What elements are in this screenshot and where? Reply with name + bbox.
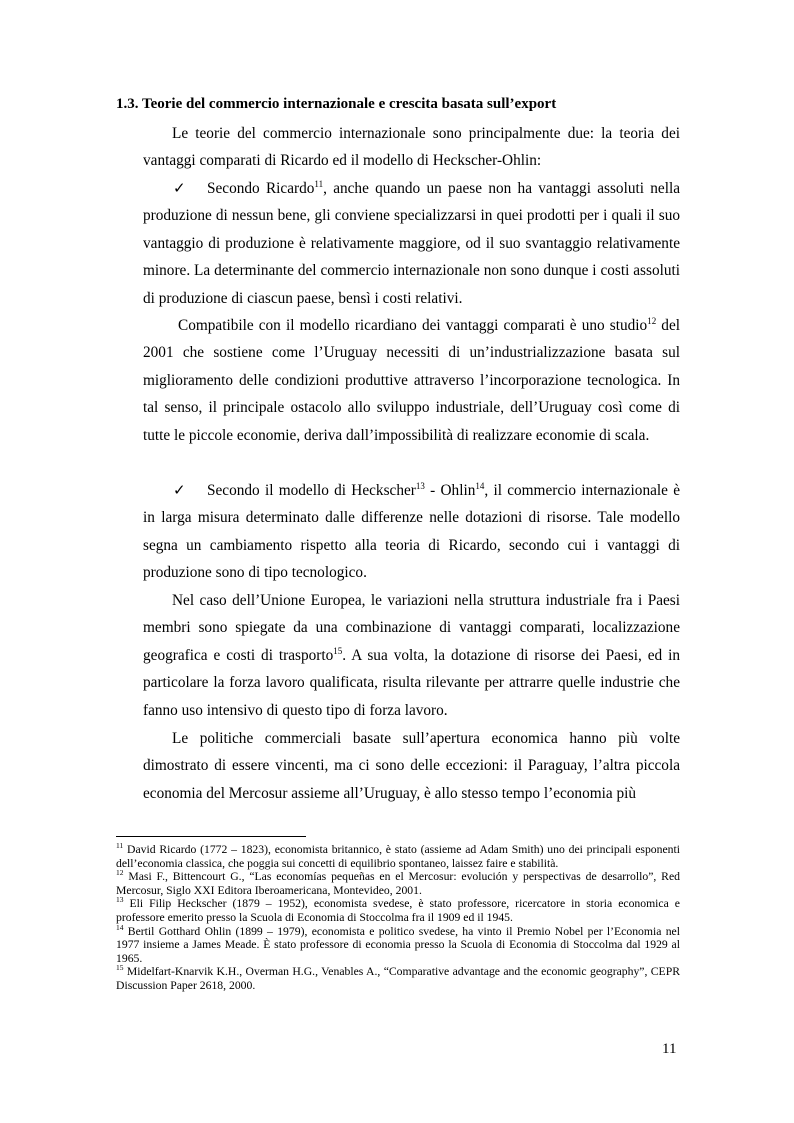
paragraph-intro xyxy=(143,120,680,175)
footnote xyxy=(116,843,680,870)
checkmark-icon: ✓ xyxy=(173,481,186,499)
footnote-ref[interactable]: 12 xyxy=(647,315,657,326)
footnote-number: 13 xyxy=(116,895,124,905)
paragraph-text: . A sua volta, la dotazione di risorse dei Paesi, ed in particolare la forza lavoro qualificata, risulta rilevante per attrarre quelle industrie che fanno uso intensivo di questo tipo di forza lavoro. xyxy=(143,646,680,719)
paragraph-text: Nel caso dell’Unione Europea, le variazioni nella struttura industriale fra i Paesi membri sono spiegate da una combinazione di vantaggi comparati, localizzazione geografica e costi di trasporto xyxy=(143,592,680,664)
footnote-number: 14 xyxy=(116,922,124,932)
footnote-text: David Ricardo (1772 – 1823), economista britannico, è stato (assieme ad Adam Smith) uno dei principali esponenti dell’economia classica, che poggia sui concetti di equilibrio spontaneo, laissez faire e stabilità. xyxy=(116,843,680,870)
section-heading: 1.3. Teorie del commercio internazionale e crescita basata sull’export xyxy=(116,96,557,112)
footnote-ref[interactable]: 11 xyxy=(314,178,324,189)
footnote-text: Midelfart-Knarvik K.H., Overman H.G., Venables A., “Comparative advantage and the economic geography”, CEPR Discussion Paper 2618, 2000. xyxy=(116,965,680,992)
footnote-text: Bertil Gotthard Ohlin (1899 – 1979), economista e politico svedese, ha vinto il Premio Nobel per l’Economia nel 1977 insieme a James Meade. È stato professore di economia presso la Scuola di Economia di Stoccolma dal 1929 al 1965. xyxy=(116,924,680,965)
paragraph-text: , il commercio internazionale è in larga misura determinato dalle differenze nelle dotazioni di risorse. Tale modello segna un cambiamento rispetto alla teoria di Ricardo, secondo cui i vantaggi di produzione sono di tipo tecnologico. xyxy=(143,482,680,582)
footnote-number: 15 xyxy=(116,963,124,973)
footnote xyxy=(116,897,680,924)
paragraph-text: Compatibile con il modello ricardiano dei vantaggi comparati è uno studio xyxy=(178,317,648,334)
footnotes-section xyxy=(116,843,680,993)
footnote xyxy=(116,870,680,897)
page-number: 11 xyxy=(662,1041,677,1057)
paragraph-text: del 2001 che sostiene come l’Uruguay necessiti di un’industrializzazione basata sul miglioramento delle condizioni produttive attraverso l’incorporazione tecnologica. In tal senso, il principale ostacolo allo sviluppo industriale, dell’Uruguay così come di tutte le piccole economie, deriva dall’impossibilità di realizzare economie di scala. xyxy=(143,317,680,444)
paragraph-text: - Ohlin xyxy=(424,482,476,499)
footnote-ref[interactable]: 14 xyxy=(475,480,485,491)
paragraph-text: , anche quando un paese non ha vantaggi assoluti nella produzione di nessun bene, gli conviene specializzarsi in quei prodotti per i quali il suo vantaggio di produzione è relativamente maggiore, od il suo svantaggio relativamente minore. La determinante del commercio internazionale non sono dunque i costi assoluti di produzione di ciascun paese, bensì i costi relativi. xyxy=(143,180,681,307)
footnote xyxy=(116,922,680,966)
paragraph-text: Le politiche commerciali basate sull’apertura economica hanno più volte dimostrato di essere vincenti, ma ci sono delle eccezioni: il Paraguay, l’altra piccola economia del Mercosur assieme all’Uruguay, è allo stesso tempo l’economia più xyxy=(143,730,680,802)
paragraph-uruguay-study xyxy=(143,312,680,449)
paragraph-ricardo xyxy=(143,175,680,312)
footnote-text: Eli Filip Heckscher (1879 – 1952), economista svedese, è stato professore, ricercatore in storia economica e professore emerito presso la Scuola di Economia di Stoccolma fra il 1909 ed il 1945. xyxy=(116,897,680,924)
footnote-ref[interactable]: 15 xyxy=(333,645,343,656)
paragraph-eu xyxy=(143,587,680,724)
footnote-divider xyxy=(116,836,306,837)
paragraph-paraguay xyxy=(143,725,680,807)
footnote-ref[interactable]: 13 xyxy=(415,480,425,491)
paragraph-heckscher-ohlin xyxy=(143,477,680,587)
paragraph-text: Secondo Ricardo xyxy=(207,180,315,197)
footnote-text: Masi F., Bittencourt G., “Las economías pequeñas en el Mercosur: evolución y perspectivas de desarrollo”, Red Mercosur, Siglo XXI Editora Iberoamericana, Montevideo, 2001. xyxy=(116,870,680,897)
footnote-number: 11 xyxy=(116,841,124,851)
footnote-number: 12 xyxy=(116,868,124,878)
checkmark-icon: ✓ xyxy=(173,179,186,197)
footnote xyxy=(116,965,680,992)
paragraph-text: Secondo il modello di Heckscher xyxy=(207,482,416,499)
paragraph-text: Le teorie del commercio internazionale sono principalmente due: la teoria dei vantaggi comparati di Ricardo ed il modello di Heckscher-Ohlin: xyxy=(143,125,680,170)
